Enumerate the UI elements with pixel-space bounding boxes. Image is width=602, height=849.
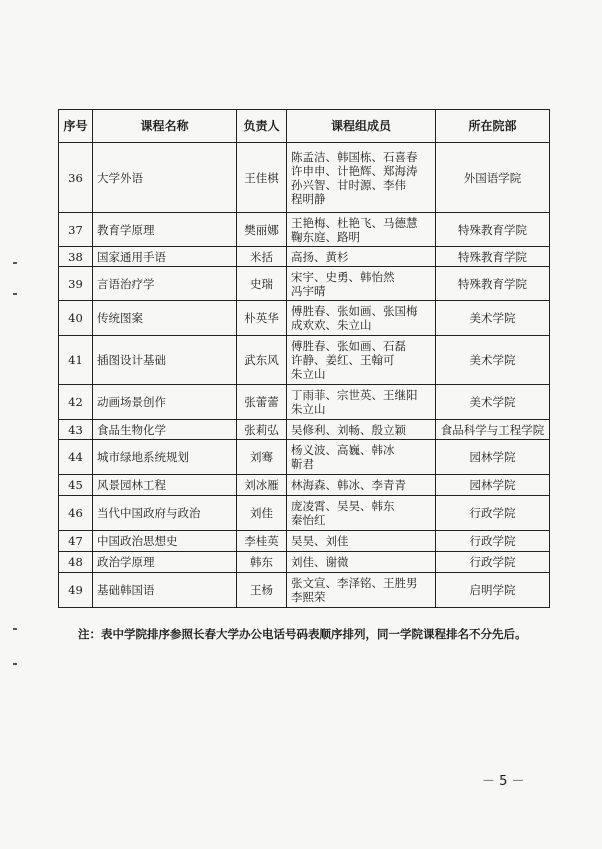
- row-members: [287, 143, 436, 213]
- member-line: 刘佳、谢微: [291, 555, 349, 569]
- header-members: 课程组成员: [287, 110, 436, 143]
- row-serial: 44: [59, 440, 93, 475]
- table-row: [59, 475, 550, 496]
- row-serial: 41: [59, 336, 93, 385]
- row-department: 美术学院: [436, 336, 550, 385]
- row-members: [287, 496, 436, 531]
- member-line: 鞠东庭、路明: [291, 229, 360, 244]
- row-serial: 48: [59, 552, 93, 573]
- row-members: [287, 267, 436, 301]
- member-line: 程明静: [291, 191, 326, 206]
- row-course-name: 传统图案: [93, 301, 237, 336]
- row-members: [287, 475, 436, 496]
- row-course-name: 当代中国政府与政治: [93, 496, 237, 531]
- row-members: [287, 336, 436, 385]
- table-row: [59, 573, 550, 608]
- course-table: [58, 109, 550, 608]
- row-members: [287, 247, 436, 267]
- table-row: [59, 552, 550, 573]
- row-department: 食品科学与工程学院: [436, 420, 550, 440]
- member-line: 孙兴智、甘时源、李伟: [291, 177, 406, 192]
- row-serial: 42: [59, 385, 93, 420]
- row-lead: 刘骞: [237, 440, 287, 475]
- row-course-name: 食品生物化学: [93, 420, 237, 440]
- row-serial: 45: [59, 475, 93, 496]
- row-serial: 39: [59, 267, 93, 301]
- row-members: [287, 531, 436, 552]
- row-department: 园林学院: [436, 475, 550, 496]
- row-department: 行政学院: [436, 531, 550, 552]
- page-number: － 5 －: [482, 774, 525, 789]
- member-line: 靳君: [291, 457, 314, 471]
- header-course-name: 课程名称: [93, 110, 237, 143]
- table-row: [59, 531, 550, 552]
- row-lead: 樊丽娜: [237, 213, 287, 247]
- table-row: [59, 420, 550, 440]
- table-header-row: [59, 110, 550, 143]
- row-lead: 刘冰雁: [237, 475, 287, 496]
- row-lead: 刘佳: [237, 496, 287, 531]
- row-serial: 40: [59, 301, 93, 336]
- member-line: 张文宣、李泽铭、王胜男: [291, 576, 418, 590]
- row-department: 行政学院: [436, 552, 550, 573]
- row-members: [287, 420, 436, 440]
- row-serial: 36: [59, 143, 93, 213]
- row-course-name: 中国政治思想史: [93, 531, 237, 552]
- row-lead: 张蕾蕾: [237, 385, 287, 420]
- member-line: 吴修利、刘畅、殷立颖: [291, 422, 406, 437]
- row-department: 美术学院: [436, 385, 550, 420]
- row-lead: 米括: [237, 247, 287, 267]
- row-members: [287, 440, 436, 475]
- row-serial: 46: [59, 496, 93, 531]
- row-course-name: 言语治疗学: [93, 267, 237, 301]
- member-line: 庞凌霄、吴昊、韩东: [291, 499, 395, 513]
- footnote: 注：表中学院排序参照长春大学办公电话号码表顺序排列，同一学院课程排名不分先后。: [78, 627, 527, 641]
- member-line: 宋宇、史勇、韩怡然: [291, 269, 395, 284]
- row-department: 行政学院: [436, 496, 550, 531]
- header-serial: 序号: [59, 110, 93, 143]
- row-department: 外国语学院: [436, 143, 550, 213]
- row-department: 园林学院: [436, 440, 550, 475]
- member-line: 王艳梅、杜艳飞、马德慧: [291, 215, 418, 230]
- row-serial: 43: [59, 420, 93, 440]
- row-lead: 王杨: [237, 573, 287, 608]
- row-course-name: 动画场景创作: [93, 385, 237, 420]
- row-members: [287, 301, 436, 336]
- header-department: 所在院部: [436, 110, 550, 143]
- member-line: 傅胜春、张如画、张国梅: [291, 304, 418, 318]
- row-course-name: 国家通用手语: [93, 247, 237, 267]
- row-members: [287, 385, 436, 420]
- table-row: [59, 143, 550, 213]
- row-lead: 李桂英: [237, 531, 287, 552]
- member-line: 林海森、韩冰、李青青: [291, 478, 406, 492]
- row-course-name: 教育学原理: [93, 213, 237, 247]
- row-department: 启明学院: [436, 573, 550, 608]
- member-line: 朱立山: [291, 367, 326, 381]
- row-lead: 武东风: [237, 336, 287, 385]
- header-lead: 负责人: [237, 110, 287, 143]
- member-line: 许申申、计艳辉、郑海涛: [291, 163, 418, 178]
- member-line: 许静、姜红、王翰可: [291, 353, 395, 367]
- member-line: 朱立山: [291, 402, 326, 416]
- row-members: [287, 213, 436, 247]
- row-department: 特殊教育学院: [436, 213, 550, 247]
- row-members: [287, 573, 436, 608]
- row-lead: 王佳棋: [237, 143, 287, 213]
- member-line: 丁雨菲、宗世英、王继阳: [291, 388, 418, 402]
- member-line: 傅胜春、张如画、石磊: [291, 339, 406, 353]
- margin-mark: [13, 628, 17, 630]
- member-line: 冯宇晴: [291, 283, 326, 298]
- row-course-name: 政治学原理: [93, 552, 237, 573]
- table-row: [59, 385, 550, 420]
- row-lead: 史瑞: [237, 267, 287, 301]
- row-course-name: 基础韩国语: [93, 573, 237, 608]
- table-row: [59, 496, 550, 531]
- row-serial: 47: [59, 531, 93, 552]
- table-row: [59, 336, 550, 385]
- row-course-name: 大学外语: [93, 143, 237, 213]
- table-row: [59, 247, 550, 267]
- member-line: 吴昊、刘佳: [291, 534, 349, 548]
- table-row: [59, 440, 550, 475]
- row-lead: 朴英华: [237, 301, 287, 336]
- member-line: 秦怡红: [291, 513, 326, 527]
- row-lead: 韩东: [237, 552, 287, 573]
- margin-mark: [13, 293, 17, 295]
- table-row: [59, 267, 550, 301]
- row-serial: 49: [59, 573, 93, 608]
- row-lead: 张莉弘: [237, 420, 287, 440]
- member-line: 杨义波、高巍、韩冰: [291, 443, 395, 457]
- member-line: 高扬、黄杉: [291, 249, 349, 264]
- table-body: [59, 143, 550, 608]
- row-course-name: 城市绿地系统规划: [93, 440, 237, 475]
- table-row: [59, 213, 550, 247]
- member-line: 成欢欢、朱立山: [291, 318, 372, 332]
- margin-mark: [13, 663, 17, 665]
- member-line: 陈孟洁、韩国栋、石喜春: [291, 149, 418, 164]
- row-serial: 37: [59, 213, 93, 247]
- table-row: [59, 301, 550, 336]
- margin-mark: [13, 262, 17, 264]
- row-department: 特殊教育学院: [436, 247, 550, 267]
- row-members: [287, 552, 436, 573]
- row-department: 美术学院: [436, 301, 550, 336]
- member-line: 李熙荣: [291, 590, 326, 604]
- row-course-name: 风景园林工程: [93, 475, 237, 496]
- row-course-name: 插图设计基础: [93, 336, 237, 385]
- row-department: 特殊教育学院: [436, 267, 550, 301]
- row-serial: 38: [59, 247, 93, 267]
